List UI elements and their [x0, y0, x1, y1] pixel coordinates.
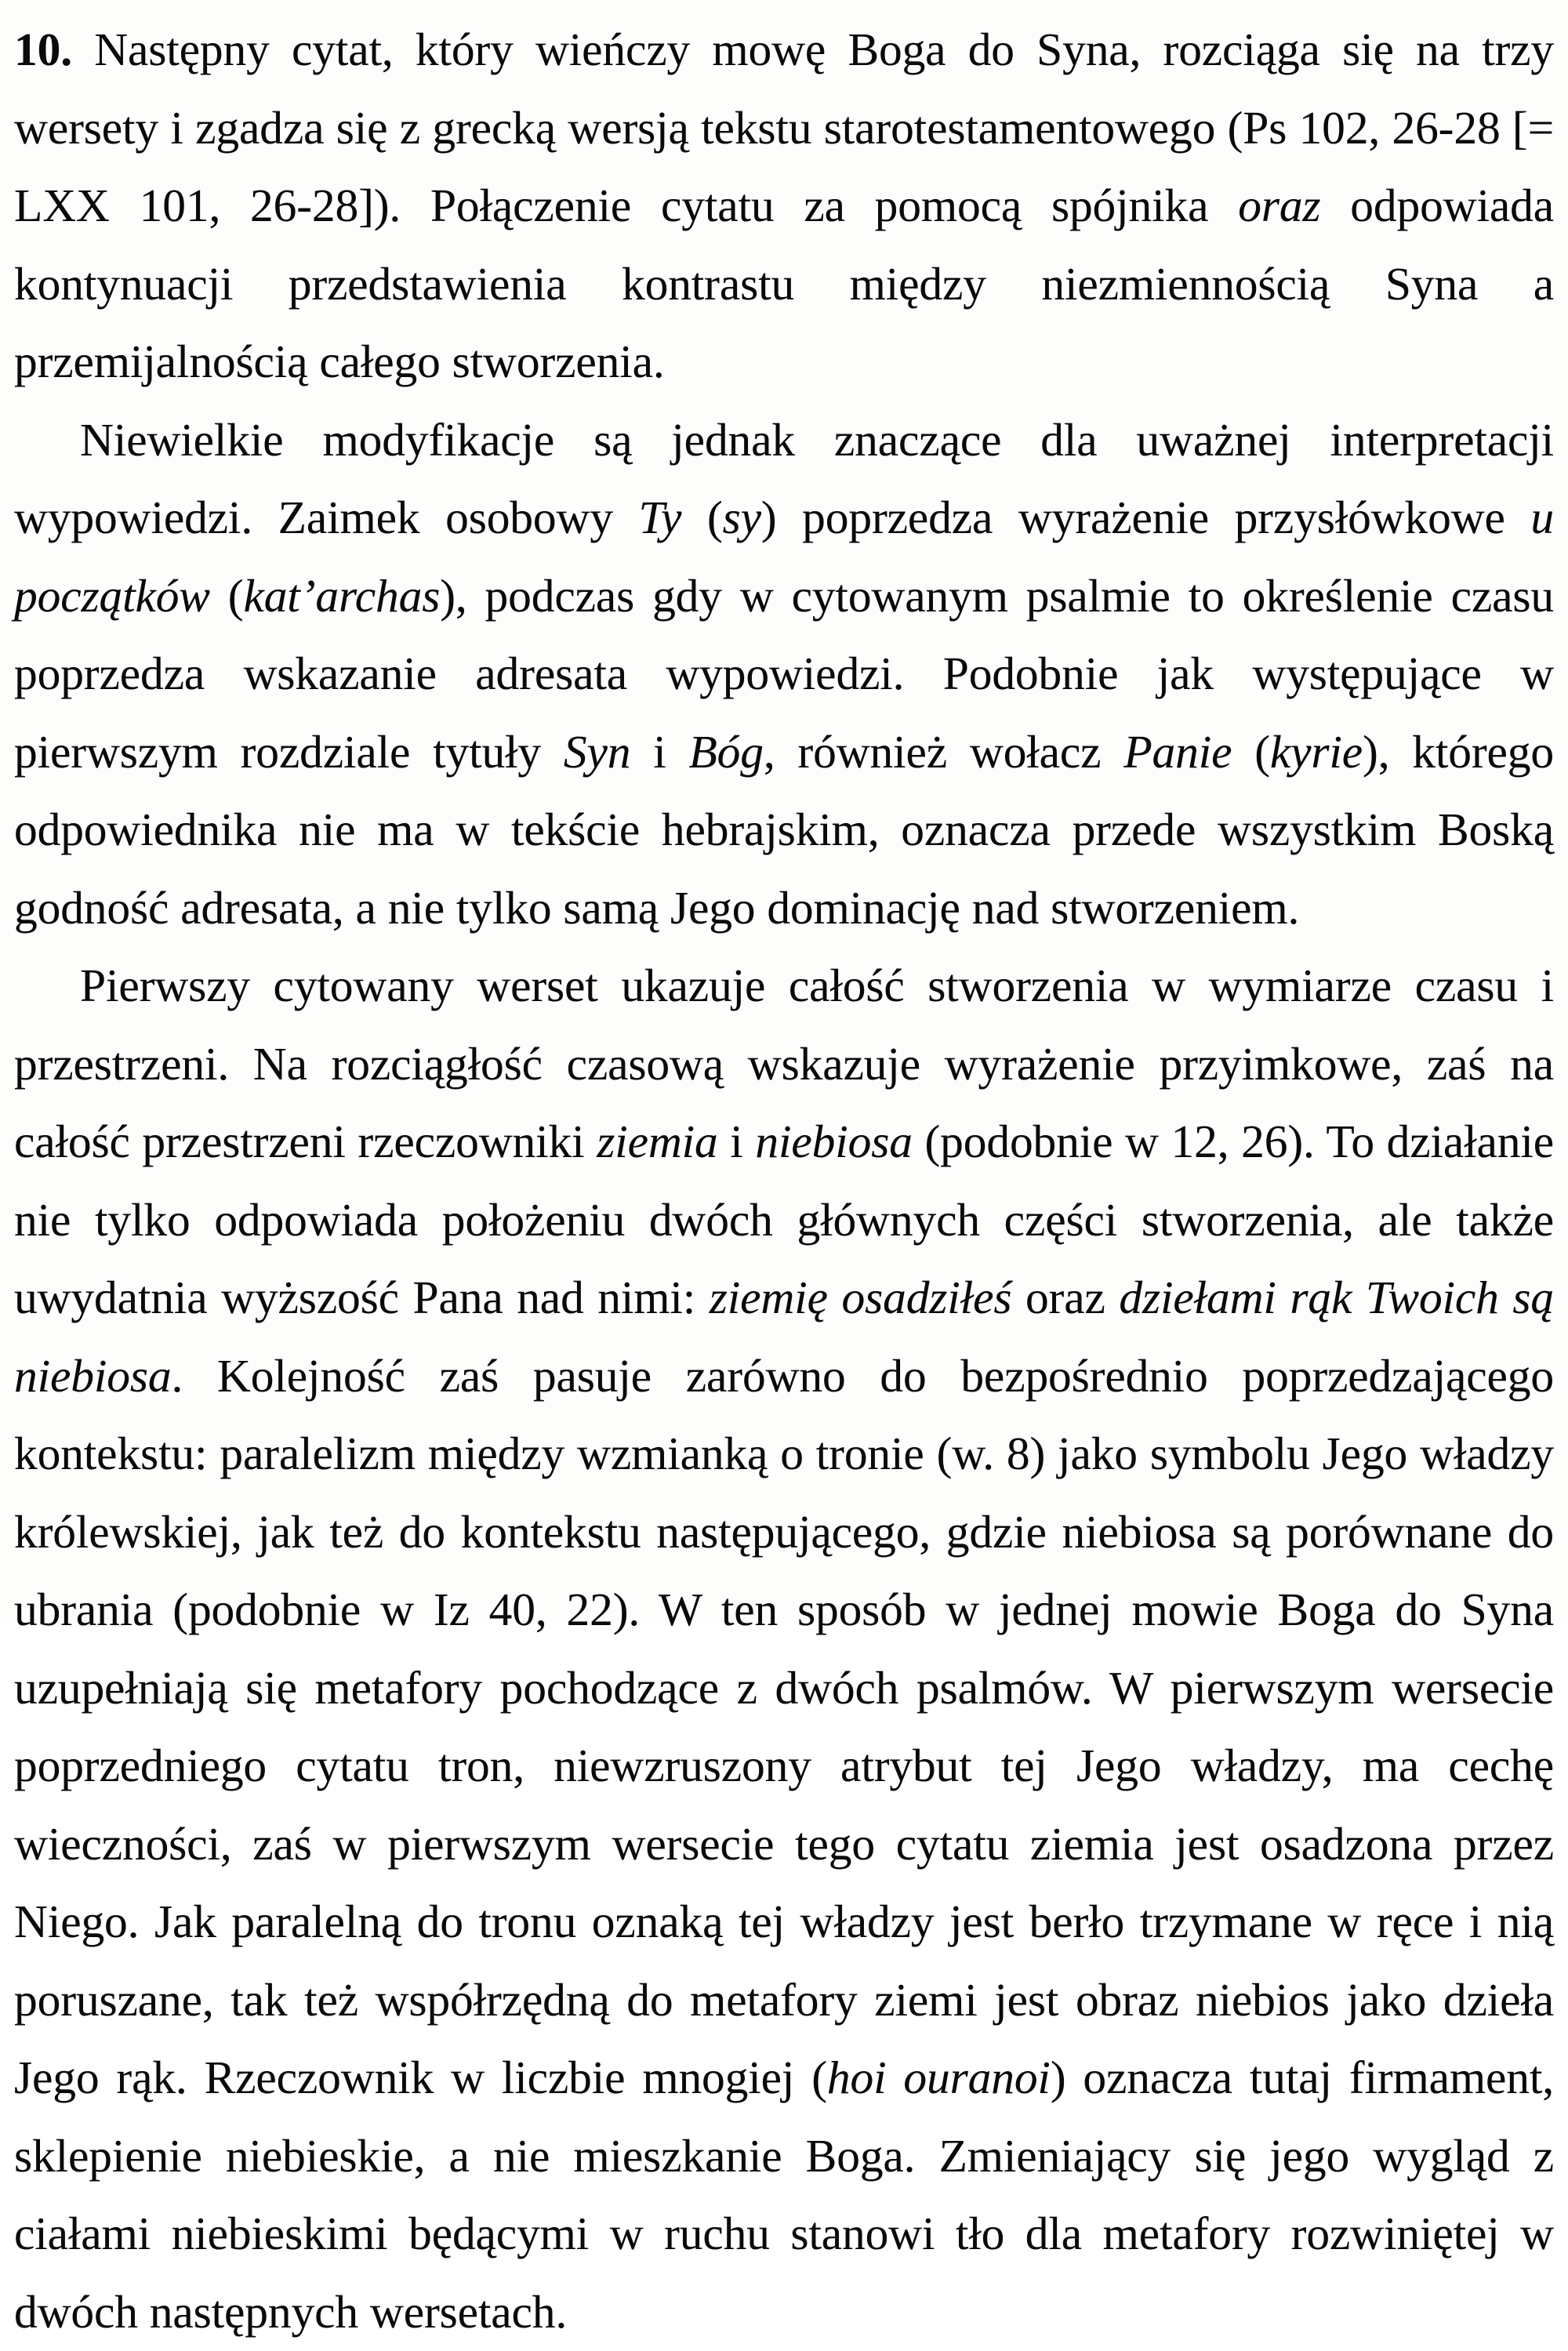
text-run: odpowiada kontynuacji przedstawienia kontrastu między niezmiennością Syna a przemijalnością całego stworzenia.: [14, 180, 1554, 387]
text-run: (podobnie w 12, 26). To działanie nie tylko odpowiada położeniu dwóch głównych części stworzenia, ale także uwydatnia wyższość Pana nad nimi:: [14, 1116, 1555, 1323]
emphasis-text: Ty: [638, 492, 682, 543]
text-run: oraz: [1011, 1272, 1120, 1323]
section-number: 10.: [14, 24, 72, 75]
emphasis-text: u początków: [14, 492, 1554, 622]
emphasis-text: Syn: [563, 725, 631, 778]
text-run: i: [630, 725, 689, 778]
emphasis-text: kyrie: [1269, 725, 1363, 778]
text-run: Pierwszy cytowany werset ukazuje całość stworzenia w wymiarze czasu i przestrzeni. Na rozciągłość czasową wskazuje wyrażenie przyimkowe, zaś na całość przestrzeni rzeczowniki: [14, 960, 1554, 1167]
para-3: [14, 947, 1554, 2351]
emphasis-text: Panie: [1123, 725, 1232, 778]
text-run: (: [681, 492, 723, 543]
emphasis-text: ziemia: [597, 1116, 718, 1167]
text-run: ), podczas gdy w cytowanym psalmie to określenie czasu poprzedza wskazanie adresata wypowiedzi. Podobnie jak występujące w pierwszym rozdziale tytuły: [14, 569, 1554, 778]
emphasis-text: niebiosa: [755, 1116, 913, 1167]
emphasis-text: dziełami rąk Twoich są niebiosa: [14, 1272, 1554, 1402]
text-run: (: [209, 569, 244, 622]
text-run: Niewielkie modyfikacje są jednak znaczące dla uważnej interpretacji wypowiedzi. Zaimek osobowy: [14, 413, 1554, 543]
emphasis-text: Bóg: [688, 725, 764, 778]
emphasis-text: kat’archas: [243, 569, 441, 622]
emphasis-text: ziemię osadziłeś: [709, 1272, 1012, 1323]
text-run: ) poprzedza wyrażenie przysłówkowe: [760, 492, 1531, 543]
emphasis-text: sy: [722, 492, 761, 543]
page-body: [14, 11, 1554, 2351]
text-run: ) oznacza tutaj firmament, sklepienie niebieskie, a nie mieszkanie Boga. Zmieniający się jego wygląd z ciałami niebieskimi będącymi w ruchu stanowi tło dla metafory rozwiniętej w dwóch następnych wersetach.: [14, 2052, 1554, 2338]
text-run: i: [717, 1116, 756, 1167]
emphasis-text: oraz: [1238, 180, 1321, 231]
text-run: , również wołacz: [763, 725, 1124, 778]
text-run: . Kolejność zaś pasuje zarówno do bezpośrednio poprzedzającego kontekstu: paralelizm między wzmianką o tronie (w. 8) jako symbolu Jego władzy królewskiej, jak też do kontekstu następującego, gdzie niebiosa są porównane do ubrania (podobnie w Iz 40, 22). W ten sposób w jednej mowie Boga do Syna uzupełniają się metafory pochodzące z dwóch psalmów. W pierwszym wersecie poprzedniego cytatu tron, niewzruszony atrybut tej Jego władzy, ma cechę wieczności, zaś w pierwszym wersecie tego cytatu ziemia jest osadzona przez Niego. Jak paralelną do tronu oznaką tej władzy jest berło trzymane w ręce i nią poruszane, tak też współrzędną do metafory ziemi jest obraz niebios jako dzieła Jego rąk. Rzeczownik w liczbie mnogiej (: [14, 1349, 1554, 2103]
para-2: [14, 401, 1554, 948]
text-run: ), którego odpowiednika nie ma w tekście hebrajskim, oznacza przede wszystkim Boską godność adresata, a nie tylko samą Jego dominację nad stworzeniem.: [14, 725, 1554, 934]
text-run: (: [1232, 725, 1270, 778]
emphasis-text: hoi ouranoi: [826, 2052, 1051, 2103]
para-1: [14, 11, 1554, 401]
text-run: Następny cytat, który wieńczy mowę Boga do Syna, rozciąga się na trzy wersety i zgadza się z grecką wersją tekstu starotestamentowego (Ps 102, 26-28 [= LXX 101, 26-28]). Połączenie cytatu za pomocą spójnika: [14, 24, 1554, 231]
